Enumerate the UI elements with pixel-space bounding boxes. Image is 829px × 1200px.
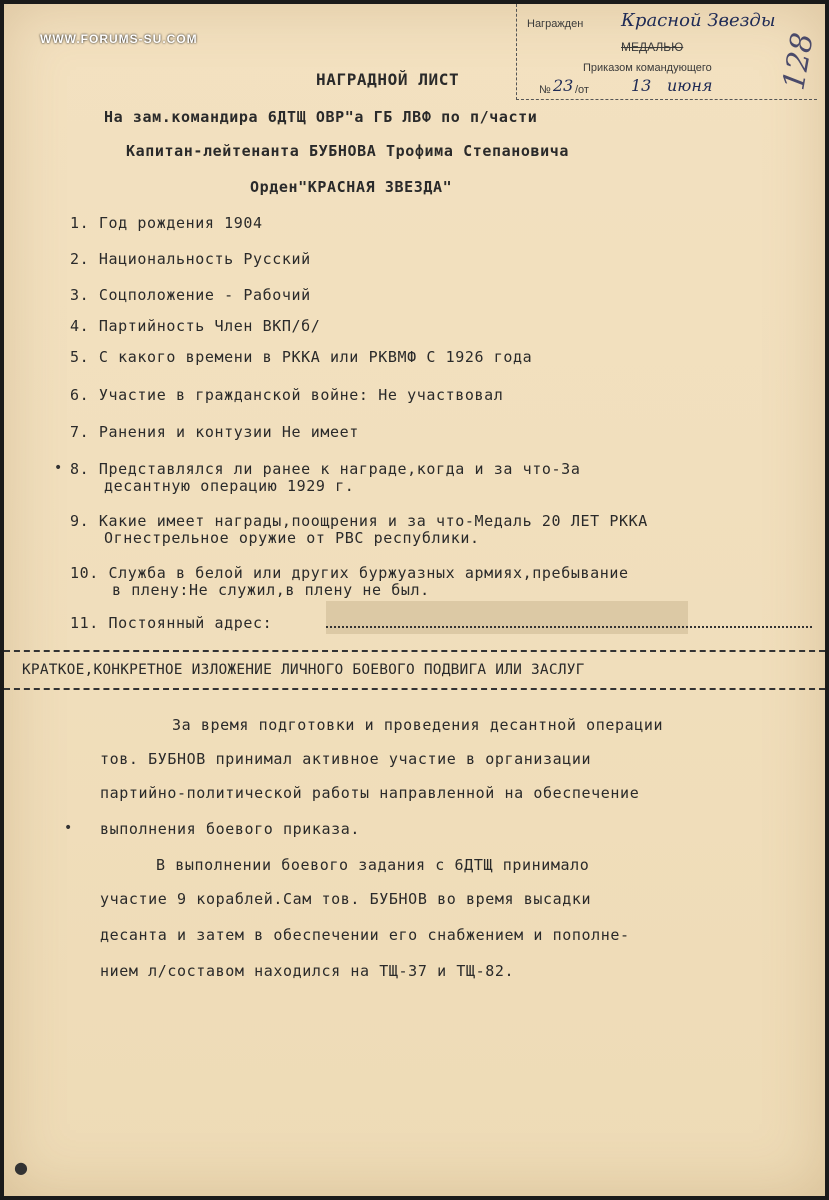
- item-number: 11.: [70, 614, 99, 632]
- item-number: 2.: [70, 250, 90, 268]
- margin-dot: ●: [14, 1158, 28, 1177]
- header-line-1: На зам.командира 6ДТЩ ОВР"а ГБ ЛВФ по п/части: [104, 108, 538, 126]
- body-line-1: За время подготовки и проведения десантной операции: [172, 716, 664, 734]
- section-rule-bottom: [4, 688, 825, 690]
- page-number: 128: [776, 30, 821, 93]
- item-4: [70, 317, 320, 335]
- item-5: [70, 348, 532, 366]
- item-text: Соцположение - Рабочий: [98, 286, 311, 304]
- stamp-month-value: июня: [667, 76, 713, 95]
- award-stamp: [516, 4, 817, 100]
- body-line-3: партийно-политической работы направленной на обеспечение: [100, 784, 640, 802]
- item-number: 10.: [70, 564, 99, 582]
- item-text: Какие имеет награды,поощрения и за что-Медаль 20 ЛЕТ РККА: [98, 512, 648, 530]
- item-10: [70, 564, 629, 582]
- item-number: 6.: [70, 386, 90, 404]
- item-text: Год рождения 1904: [98, 214, 263, 232]
- section-heading: КРАТКОЕ,КОНКРЕТНОЕ ИЗЛОЖЕНИЕ ЛИЧНОГО БОЕВОГО ПОДВИГА ИЛИ ЗАСЛУГ: [22, 662, 585, 678]
- item-number: 4.: [70, 317, 90, 335]
- item-text: Постоянный адрес:: [108, 614, 273, 632]
- award-sheet: [4, 4, 825, 1196]
- item-9: [70, 512, 648, 530]
- watermark: WWW.FORUMS-SU.COM: [40, 32, 198, 46]
- body-line-8: нием л/составом находился на ТЩ-37 и ТЩ-82.: [100, 962, 515, 980]
- body-line-7: десанта и затем в обеспечении его снабжением и пополне-: [100, 926, 630, 944]
- margin-dot: •: [64, 820, 73, 836]
- stamp-order-label: Приказом командующего: [583, 62, 712, 74]
- body-line-5: В выполнении боевого задания с 6ДТЩ принимало: [156, 856, 590, 874]
- stamp-day-value: 13: [631, 76, 652, 95]
- item-number: 9.: [70, 512, 90, 530]
- item-11: [70, 614, 272, 632]
- stamp-from-label: /от: [575, 84, 589, 96]
- item-number: 1.: [70, 214, 90, 232]
- item-8-continued: десантную операцию 1929 г.: [104, 477, 355, 495]
- item-text: С какого времени в РККА или РКВМФ С 1926 года: [98, 348, 533, 366]
- body-line-6: участие 9 кораблей.Сам тов. БУБНОВ во время высадки: [100, 890, 592, 908]
- item-text: Участие в гражданской войне: Не участвовал: [98, 386, 504, 404]
- stamp-number-prefix: №: [539, 84, 551, 96]
- item-3: [70, 286, 311, 304]
- item-6: [70, 386, 503, 404]
- item-text: Ранения и контузии Не имеет: [98, 423, 359, 441]
- item-text: Служба в белой или других буржуазных армиях,пребывание: [108, 564, 629, 582]
- header-line-2: Капитан-лейтенанта БУБНОВА Трофима Степановича: [126, 142, 570, 160]
- section-rule-top: [4, 650, 825, 652]
- body-line-4: выполнения боевого приказа.: [100, 820, 361, 838]
- item-number: 7.: [70, 423, 90, 441]
- stamp-number-value: 23: [553, 76, 574, 95]
- item-7: [70, 423, 359, 441]
- item-9-continued: Огнестрельное оружие от РВС республики.: [104, 529, 480, 547]
- item-10-continued: в плену:Не служил,в плену не был.: [112, 581, 430, 599]
- document-title: НАГРАДНОЙ ЛИСТ: [316, 70, 460, 89]
- item-number: 5.: [70, 348, 90, 366]
- item-text: Национальность Русский: [98, 250, 311, 268]
- stamp-awarded-label: Награжден: [527, 18, 584, 30]
- address-dotted-line: [326, 626, 812, 628]
- item-1: [70, 214, 263, 232]
- margin-dot: •: [54, 460, 63, 476]
- item-text: Представлялся ли ранее к награде,когда и за что-За: [98, 460, 581, 478]
- item-number: 8.: [70, 460, 90, 478]
- stamp-struck-value: МЕДАЛЬЮ: [621, 40, 684, 54]
- stamp-awarded-value: Красной Звезды: [621, 10, 776, 31]
- item-text: Партийность Член ВКП/б/: [98, 317, 321, 335]
- body-line-2: тов. БУБНОВ принимал активное участие в организации: [100, 750, 592, 768]
- item-8: [70, 460, 580, 478]
- redacted-address: [326, 601, 688, 634]
- item-2: [70, 250, 311, 268]
- header-line-3: Орден"КРАСНАЯ ЗВЕЗДА": [250, 178, 453, 196]
- item-number: 3.: [70, 286, 90, 304]
